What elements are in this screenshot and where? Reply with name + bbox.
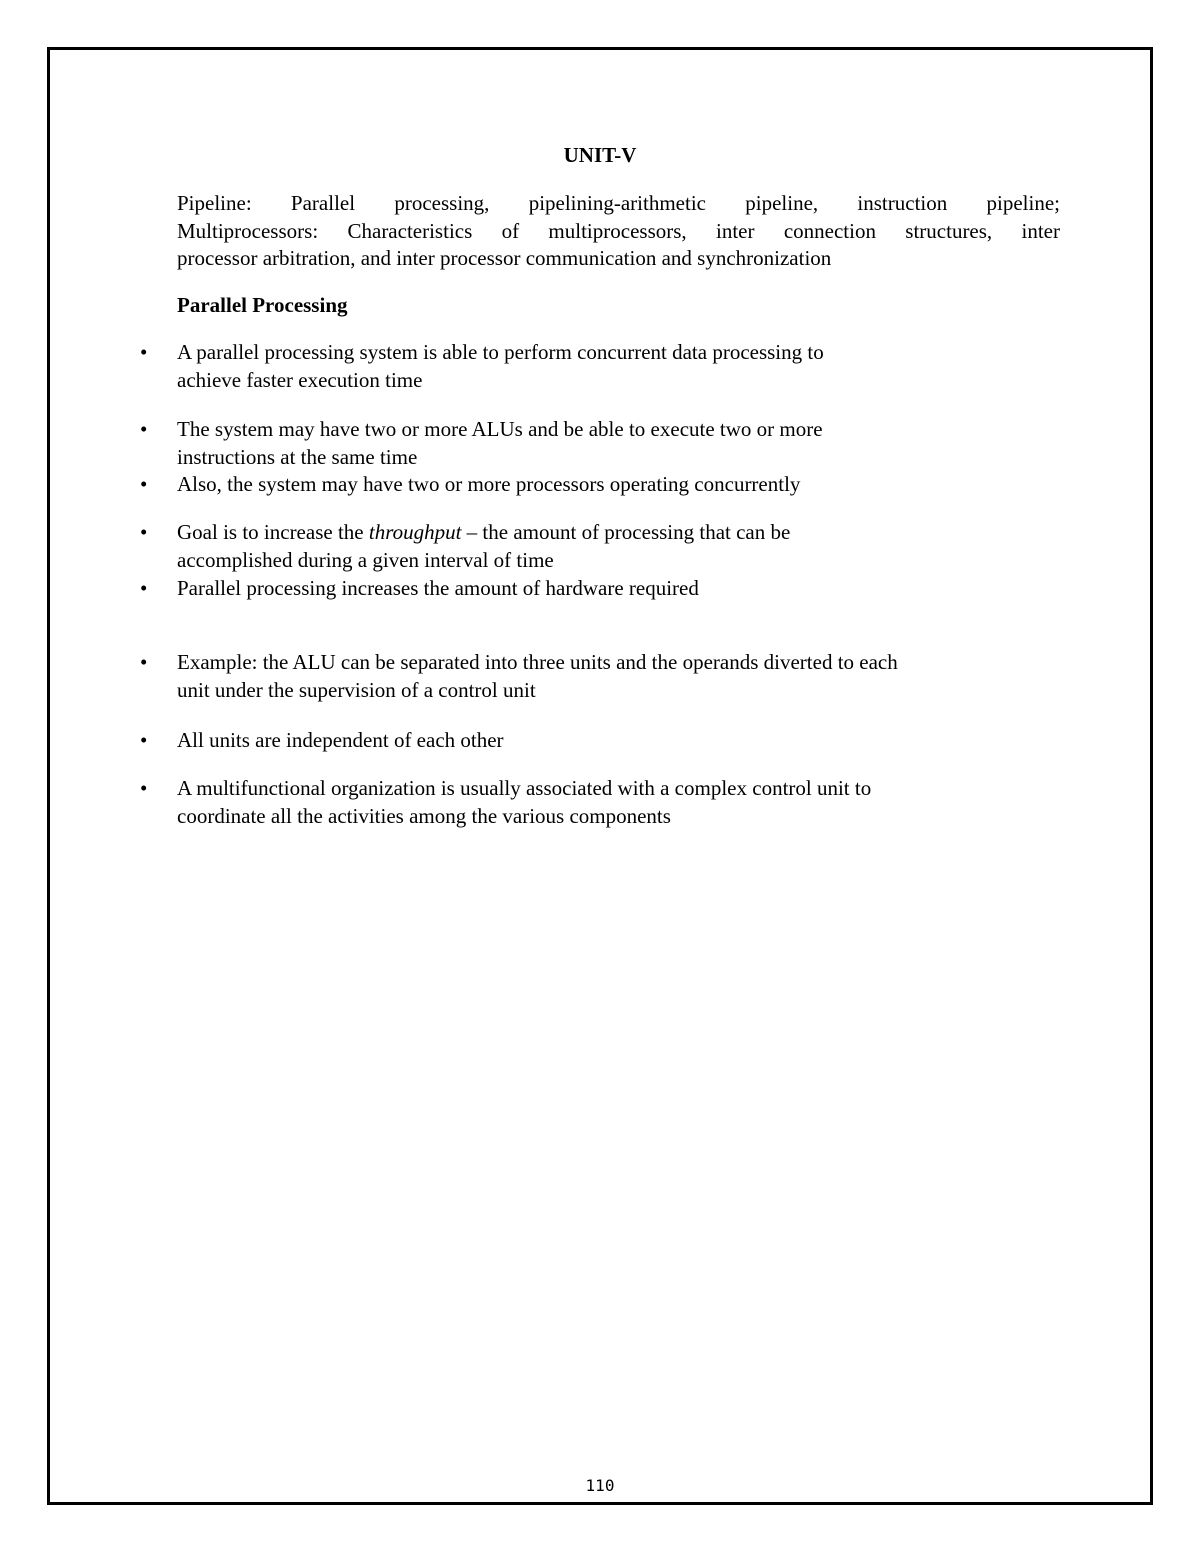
bullet-line: A parallel processing system is able to perform concurrent data processing to (177, 340, 824, 364)
bullet-line: Also, the system may have two or more processors operating concurrently (177, 472, 801, 496)
syllabus-line: Pipeline: Parallel processing, pipelining-arithmetic pipeline, instruction pipeline; (177, 191, 1060, 215)
bullet-icon: • (140, 776, 148, 800)
bullet-line: A multifunctional organization is usually associated with a complex control unit to (177, 776, 872, 800)
bullet-item (140, 339, 1040, 394)
bullet-item (140, 471, 1040, 499)
bullet-item (140, 575, 1040, 603)
bullet-icon: • (140, 520, 148, 544)
bullet-line: The system may have two or more ALUs and be able to execute two or more (177, 417, 823, 441)
bullet-item (140, 727, 1040, 755)
bullet-line: instructions at the same time (177, 444, 418, 469)
bullet-item (140, 519, 1040, 574)
bullet-line: accomplished during a given interval of time (177, 547, 554, 572)
unit-title: UNIT-V (563, 143, 637, 167)
bullet-item (140, 416, 1040, 471)
bullet-item (140, 775, 1040, 830)
bullet-line: unit under the supervision of a control unit (177, 677, 536, 702)
bullet-text-after: – the amount of processing that can be (461, 520, 791, 544)
bullet-icon: • (140, 472, 148, 496)
section-heading: Parallel Processing (177, 293, 348, 317)
bullet-line (177, 519, 1040, 547)
bullet-icon: • (140, 417, 148, 441)
bullet-line: coordinate all the activities among the various components (177, 803, 671, 828)
bullet-icon: • (140, 728, 148, 752)
bullet-icon: • (140, 650, 148, 674)
bullet-line: Parallel processing increases the amount of hardware required (177, 576, 699, 600)
bullet-icon: • (140, 340, 148, 364)
bullet-icon: • (140, 576, 148, 600)
bullet-line: achieve faster execution time (177, 367, 423, 392)
bullet-line: Example: the ALU can be separated into three units and the operands diverted to each (177, 650, 898, 674)
bullet-item (140, 649, 1040, 704)
throughput-emphasis: throughput (368, 520, 462, 544)
syllabus-line: Multiprocessors: Characteristics of multiprocessors, inter connection structures, inter (177, 218, 1060, 243)
page-number: 110 (585, 1476, 615, 1495)
syllabus-paragraph (177, 190, 1060, 273)
syllabus-line: processor arbitration, and inter processor communication and synchronization (177, 246, 832, 270)
bullet-line: All units are independent of each other (177, 728, 504, 752)
bullet-text-before: Goal is to increase the (177, 520, 369, 544)
